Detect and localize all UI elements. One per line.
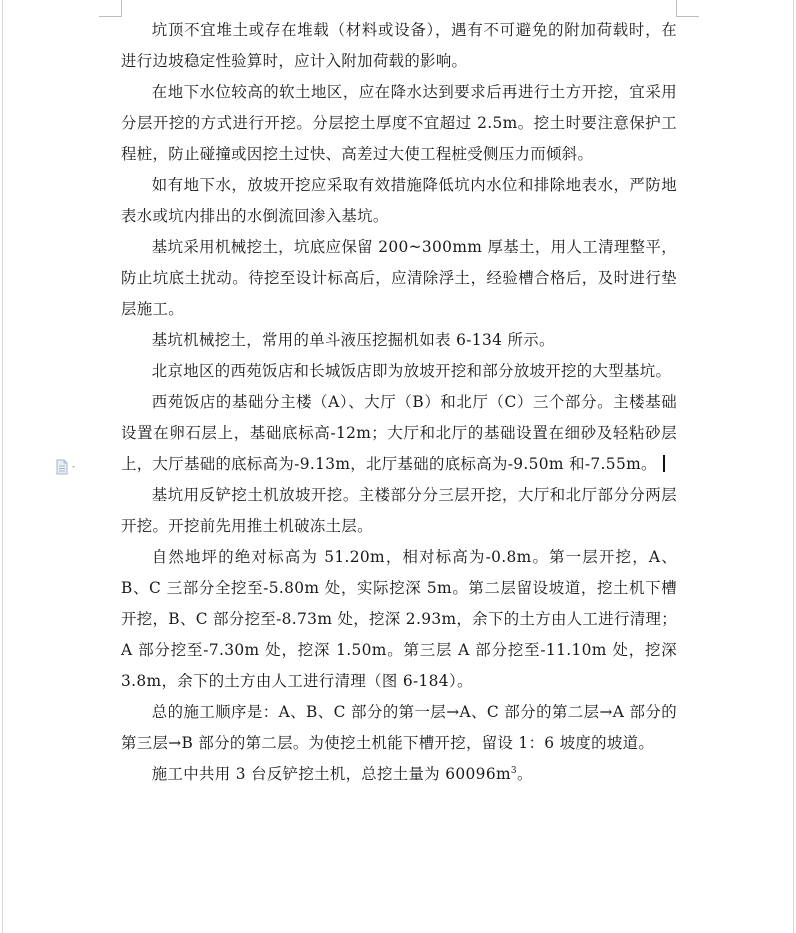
paragraph-with-cursor bbox=[121, 387, 677, 480]
paragraph: 基坑机械挖土，常用的单斗液压挖掘机如表 6-134 所示。 bbox=[151, 331, 555, 349]
paragraph: 基坑采用机械挖土，坑底应保留 200~300mm 厚基土，用人工清理整平，防止坑底土扰动。待挖至设计标高后，应清除浮土，经验槽合格后，及时进行垫层施工。 bbox=[121, 238, 677, 318]
page-right-edge bbox=[793, 0, 794, 933]
paragraph: 自然地坪的绝对标高为 51.20m，相对标高为-0.8m。第一层开挖，A、B、C 三部分全挖至-5.80m 处，实际挖深 5m。第二层留设坡道，挖土机下槽开挖，B、C 部分挖至-8.73m 处，挖深 2.93m，余下的土方由人工进行清理；A 部分挖至-7.30m 处，挖深 1.50m。第三层 A 部分挖至-11.10m 处，挖深 3.8m，余下的土方由人工进行清理（图 6-184）。 bbox=[121, 548, 677, 690]
margin-corner-top-left bbox=[99, 0, 122, 17]
text-cursor bbox=[663, 455, 665, 472]
document-body[interactable] bbox=[121, 15, 677, 790]
paragraph: 总的施工顺序是：A、B、C 部分的第一层→A、C 部分的第二层→A 部分的第三层→B 部分的第二层。为使挖土机能下槽开挖，留设 1：6 坡度的坡道。 bbox=[121, 703, 677, 752]
paragraph: 在地下水位较高的软土地区，应在降水达到要求后再进行土方开挖，宜采用分层开挖的方式进行开挖。分层挖土厚度不宜超过 2.5m。挖土时要注意保护工程桩，防止碰撞或因挖土过快、高差过大使工程桩受侧压力而倾斜。 bbox=[121, 83, 677, 163]
margin-corner-top-right bbox=[676, 0, 699, 17]
paragraph-text: 施工中共用 3 台反铲挖土机，总挖土量为 60096m bbox=[151, 765, 511, 783]
document-options-icon[interactable] bbox=[55, 459, 79, 475]
paragraph-text: 西苑饭店的基础分主楼（A）、大厅（B）和北厅（C）三个部分。主楼基础设置在卵石层上，基础底标高-12m；大厅和北厅的基础设置在细砂及轻粘砂层上，大厅基础的底标高为-9.13m，北厅基础的底标高为-9.50m 和-7.55m。 bbox=[121, 393, 677, 473]
page-left-edge bbox=[2, 0, 3, 933]
paragraph: 基坑用反铲挖土机放坡开挖。主楼部分分三层开挖，大厅和北厅部分分两层开挖。开挖前先用推土机破冻土层。 bbox=[121, 486, 677, 535]
paragraph: 坑顶不宜堆土或存在堆载（材料或设备），遇有不可避免的附加荷载时，在进行边坡稳定性验算时，应计入附加荷载的影响。 bbox=[121, 21, 677, 70]
paragraph: 如有地下水，放坡开挖应采取有效措施降低坑内水位和排除地表水，严防地表水或坑内排出的水倒流回渗入基坑。 bbox=[121, 176, 677, 225]
paragraph-suffix: 。 bbox=[517, 765, 533, 783]
paragraph-last bbox=[121, 759, 677, 790]
paragraph: 北京地区的西苑饭店和长城饭店即为放坡开挖和部分放坡开挖的大型基坑。 bbox=[151, 362, 672, 380]
superscript: 3 bbox=[510, 765, 517, 776]
